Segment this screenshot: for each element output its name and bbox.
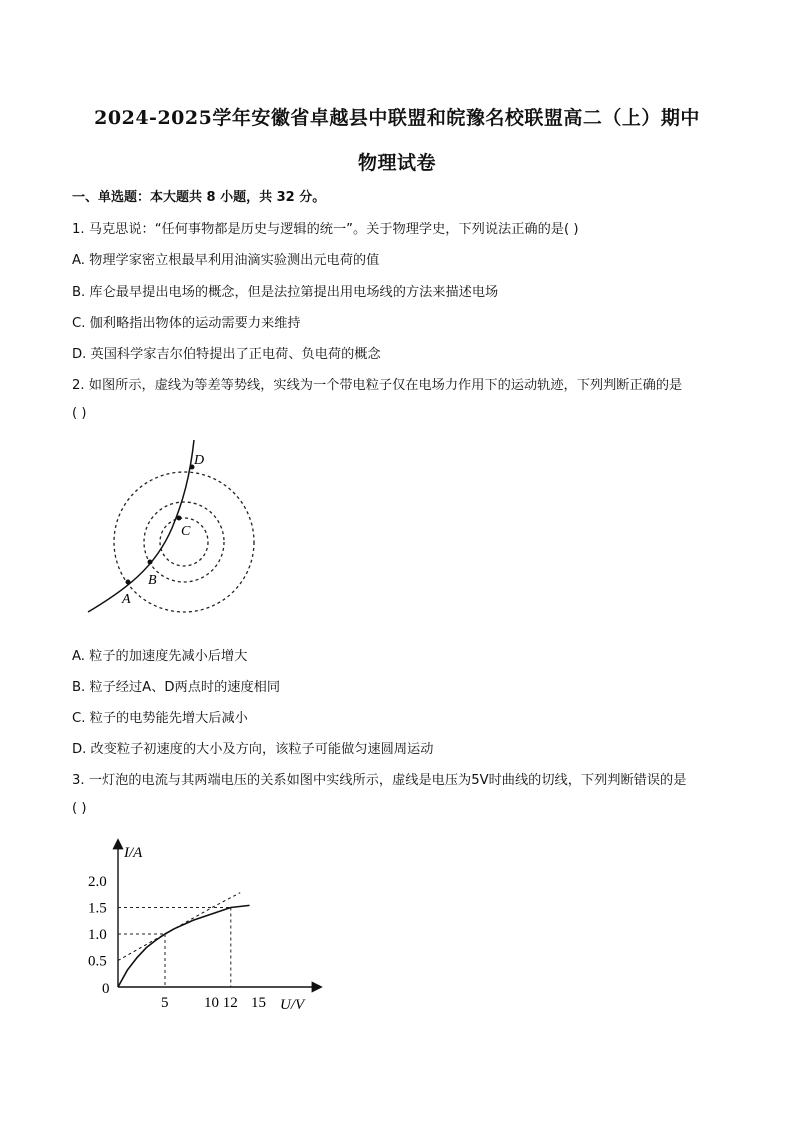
y-axis-label: I/A bbox=[124, 845, 143, 861]
q1-option-a: A. 物理学家密立根最早利用油滴实验测出元电荷的值 bbox=[72, 253, 380, 268]
q1-stem: 1. 马克思说：“任何事物都是历史与逻辑的统一”。关于物理学史，下列说法正确的是( ) bbox=[72, 222, 579, 237]
x-axis-label: U/V bbox=[280, 997, 305, 1013]
point-b-dot bbox=[148, 560, 153, 565]
iu-curve bbox=[118, 905, 250, 987]
x-tick-label: 12 bbox=[222, 995, 238, 1011]
equipotential-figure bbox=[80, 440, 280, 620]
page-title-line2: 物理试卷 bbox=[357, 152, 436, 174]
point-b-label: B bbox=[148, 573, 157, 588]
point-c-dot bbox=[177, 516, 182, 521]
q3-stem: 3. 一灯泡的电流与其两端电压的关系如图中实线所示，虚线是电压为5V时曲线的切线，下列判断错误的是 bbox=[72, 773, 687, 788]
q2-option-b: B. 粒子经过A、D两点时的速度相同 bbox=[72, 680, 281, 695]
equipotential-circle-middle bbox=[144, 502, 224, 582]
x-tick-label: 5 bbox=[161, 995, 169, 1011]
q2-option-c: C. 粒子的电势能先增大后减小 bbox=[72, 711, 248, 726]
x-tick-label: 10 bbox=[204, 995, 219, 1011]
q1-option-b: B. 库仑最早提出电场的概念，但是法拉第提出用电场线的方法来描述电场 bbox=[72, 285, 499, 300]
q1-option-c: C. 伽利略指出物体的运动需要力来维持 bbox=[72, 316, 301, 331]
page-title-line1: 2024-2025学年安徽省卓越县中联盟和皖豫名校联盟高二（上）期中 bbox=[94, 107, 700, 129]
q2-stem: 2. 如图所示，虚线为等差等势线，实线为一个带电粒子仅在电场力作用下的运动轨迹，下列判断正确的是 bbox=[72, 378, 683, 393]
y-tick-label: 2.0 bbox=[88, 874, 107, 890]
q1-option-d: D. 英国科学家吉尔伯特提出了正电荷、负电荷的概念 bbox=[72, 347, 381, 362]
origin-label: 0 bbox=[102, 981, 110, 997]
particle-trajectory bbox=[88, 440, 194, 612]
y-tick-label: 0.5 bbox=[88, 953, 107, 970]
q2-blank: ( ) bbox=[72, 406, 87, 421]
point-c-label: C bbox=[181, 524, 191, 539]
q2-option-a: A. 粒子的加速度先减小后增大 bbox=[72, 649, 248, 664]
y-tick-label: 1.0 bbox=[88, 927, 107, 943]
q3-blank: ( ) bbox=[72, 801, 87, 816]
point-d-label: D bbox=[194, 453, 205, 468]
point-a-dot bbox=[126, 580, 131, 585]
section-heading: 一、单选题：本大题共 8 小题，共 32 分。 bbox=[72, 190, 326, 205]
y-tick-label: 1.5 bbox=[88, 900, 107, 917]
iu-chart bbox=[80, 835, 340, 1015]
point-a-label: A bbox=[122, 592, 131, 607]
x-tick-label: 15 bbox=[251, 995, 266, 1011]
q2-option-d: D. 改变粒子初速度的大小及方向，该粒子可能做匀速圆周运动 bbox=[72, 742, 434, 757]
